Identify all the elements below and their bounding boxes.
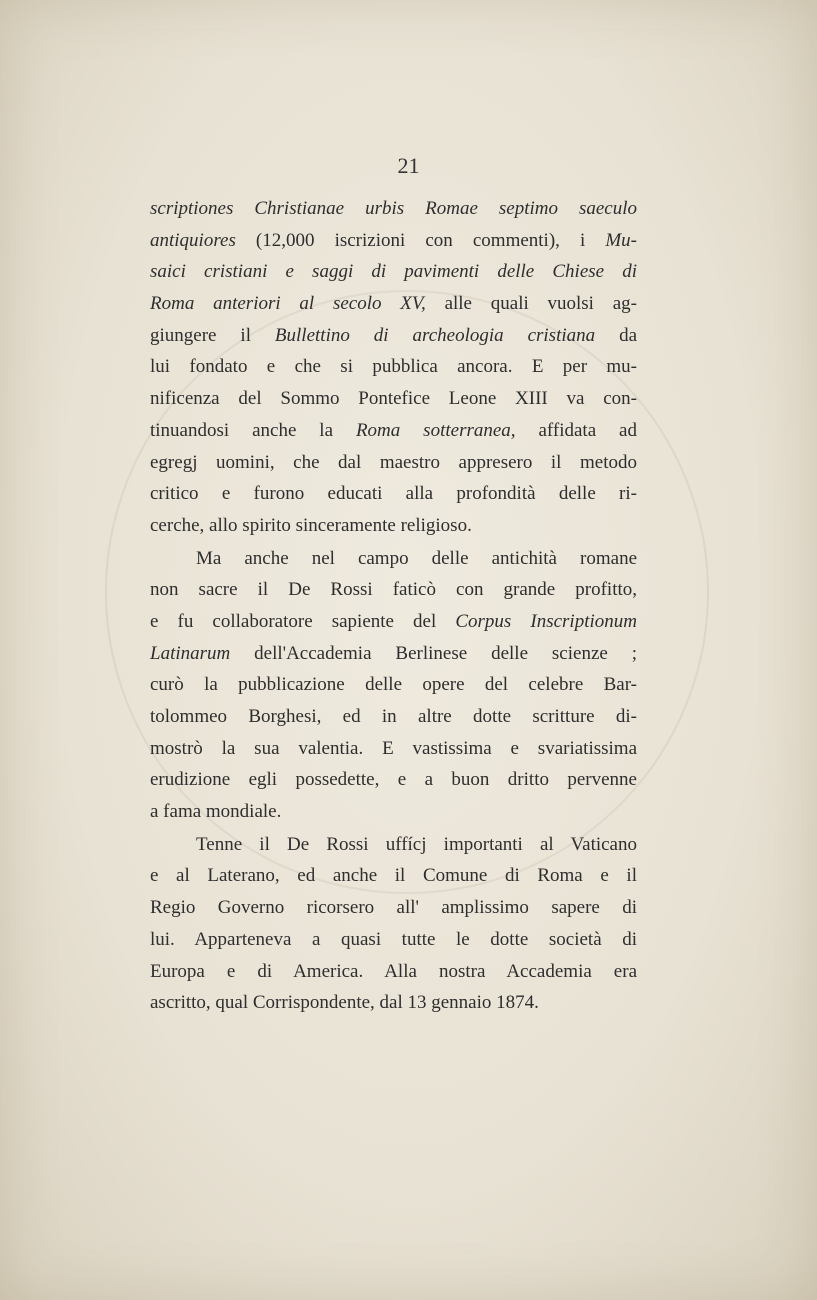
text-segment: curò la pubblicazione delle opere del celebre Bar- [150, 674, 637, 696]
italic-text: scriptiones Christianae urbis Romae septimo saeculo [150, 198, 637, 219]
text-segment: non sacre il De Rossi faticò con grande profitto, [150, 579, 637, 601]
text-segment: ascritto, qual Corrispondente, dal 13 gennaio 1874. [150, 992, 539, 1014]
text-segment: dell'Accademia Berlinese delle scienze ; [230, 642, 637, 664]
italic-text: Corpus Inscriptionum [455, 610, 637, 632]
text-line [150, 860, 637, 892]
text-segment: tolommeo Borghesi, ed in altre dotte scritture di- [150, 706, 637, 727]
text-segment: a fama mondiale. [150, 801, 282, 823]
text-line [150, 638, 637, 670]
text-line [150, 733, 637, 765]
text-segment: e al Laterano, ed anche il Comune di Roma e il [150, 865, 637, 887]
text-segment: Europa e di America. Alla nostra Accademia era [150, 960, 637, 982]
page-number: 21 [397, 153, 420, 178]
text-line [150, 924, 637, 956]
text-line [150, 796, 637, 828]
text-line [150, 892, 637, 924]
text-line [150, 829, 637, 861]
text-segment: e fu collaboratore sapiente del [150, 610, 456, 632]
italic-text: Latinarum [150, 642, 231, 664]
body-text [150, 193, 637, 1019]
text-line [150, 701, 637, 733]
text-line [150, 987, 637, 1019]
text-line [150, 351, 637, 383]
text-segment: mostrò la sua valentia. E vastissima e svariatissima [150, 737, 637, 759]
text-segment: lui. Apparteneva a quasi tutte le dotte società di [150, 928, 637, 950]
italic-text: antiquiores [150, 229, 236, 251]
text-segment: affidata ad [515, 419, 637, 441]
text-segment: da [595, 324, 637, 346]
italic-text: Roma anteriori al secolo XV, [150, 293, 426, 315]
text-line [150, 447, 637, 479]
italic-text: Roma sotterranea, [355, 419, 516, 441]
text-segment: giungere il [150, 324, 275, 346]
text-line [150, 225, 637, 257]
text-segment: tinuandosi anche la [150, 419, 356, 441]
text-segment: Ma anche nel campo delle antichità romane [196, 547, 637, 569]
text-segment: alle quali vuolsi ag- [425, 293, 637, 315]
text-line [150, 543, 637, 575]
text-segment: Tenne il De Rossi uffícj importanti al Vaticano [196, 833, 637, 855]
text-line [150, 288, 637, 320]
text-line [150, 510, 637, 542]
text-line [150, 320, 637, 352]
text-segment: egregj uomini, che dal maestro appresero il metodo [150, 451, 637, 473]
text-segment: lui fondato e che si pubblica ancora. E per mu- [150, 356, 637, 378]
text-line [150, 193, 637, 225]
text-line [150, 256, 637, 288]
italic-text: Bullettino di archeologia cristiana [274, 324, 596, 346]
text-segment: critico e furono educati alla profondità delle ri- [150, 483, 637, 505]
text-segment: cerche, allo spirito sinceramente religioso. [150, 514, 472, 536]
text-line [150, 956, 637, 988]
text-segment: erudizione egli possedette, e a buon dritto pervenne [150, 769, 637, 791]
text-line [150, 415, 637, 447]
text-line [150, 669, 637, 701]
text-line [150, 764, 637, 796]
text-line [150, 478, 637, 510]
text-line [150, 383, 637, 415]
text-segment: nificenza del Sommo Pontefice Leone XIII va con- [150, 388, 637, 410]
text-segment: Regio Governo ricorsero all' amplissimo sapere di [150, 897, 637, 919]
text-line [150, 574, 637, 606]
text-line [150, 606, 637, 638]
text-segment: (12,000 iscrizioni con commenti), i [235, 229, 606, 251]
italic-text: saici cristiani e saggi di pavimenti delle Chiese di [150, 261, 637, 283]
italic-text: Mu- [605, 229, 637, 251]
